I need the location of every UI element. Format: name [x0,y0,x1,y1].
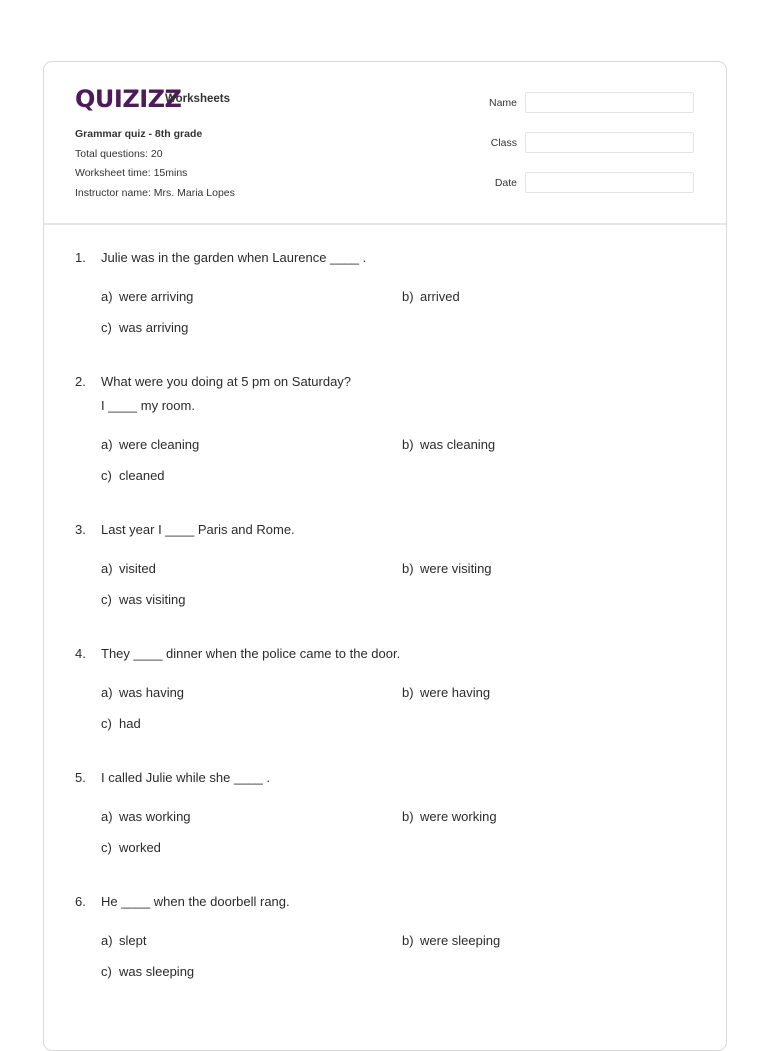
question-number: 3. [75,522,86,537]
question-text: Last year I ____ Paris and Rome. [101,522,295,537]
question-text: I called Julie while she ____ . [101,770,271,785]
option-a[interactable]: a) slept [101,933,147,948]
option-c[interactable]: c) was visiting [101,592,186,607]
question-number: 2. [75,374,86,389]
question-number: 1. [75,250,86,265]
class-field[interactable] [525,132,694,153]
logo-subtitle: Worksheets [165,93,230,105]
instructor-name: Instructor name: Mrs. Maria Lopes [75,186,235,199]
question-text: He ____ when the doorbell rang. [101,894,290,909]
option-b[interactable]: b) were having [402,685,491,700]
worksheet-header [44,62,726,225]
option-b[interactable]: b) were working [402,809,497,824]
worksheet-meta [75,127,235,205]
option-c[interactable]: c) worked [101,840,161,855]
question-text: Julie was in the garden when Laurence ____ . [101,250,367,265]
option-a[interactable]: a) visited [101,561,156,576]
quizizz-logo: QUIZIZZ [75,85,182,113]
option-c[interactable]: c) cleaned [101,468,165,483]
question-number: 6. [75,894,86,909]
option-b[interactable]: b) were visiting [402,561,492,576]
date-label: Date [494,177,517,189]
name-field[interactable] [525,92,694,113]
question-text: What were you doing at 5 pm on Saturday? [101,374,352,389]
worksheet [43,61,727,1051]
option-b[interactable]: b) arrived [402,289,460,304]
option-b[interactable]: b) were sleeping [402,933,501,948]
question-text-line2: I ____ my room. [101,398,195,413]
class-label: Class [490,137,517,149]
question-number: 4. [75,646,86,661]
option-b[interactable]: b) was cleaning [402,437,496,452]
question-text: They ____ dinner when the police came to the door. [101,646,401,661]
worksheet-time: Worksheet time: 15mins [75,167,188,179]
question-number: 5. [75,770,86,785]
option-c[interactable]: c) was sleeping [101,964,195,979]
name-label: Name [488,97,517,109]
quiz-title: Grammar quiz - 8th grade [75,128,203,140]
option-c[interactable]: c) had [101,716,141,731]
option-c[interactable]: c) was arriving [101,320,189,335]
option-a[interactable]: a) were cleaning [101,437,200,452]
option-a[interactable]: a) were arriving [101,289,194,304]
option-a[interactable]: a) was working [101,809,191,824]
date-field[interactable] [525,172,694,193]
total-questions: Total questions: 20 [75,147,163,160]
option-a[interactable]: a) was having [101,685,185,700]
